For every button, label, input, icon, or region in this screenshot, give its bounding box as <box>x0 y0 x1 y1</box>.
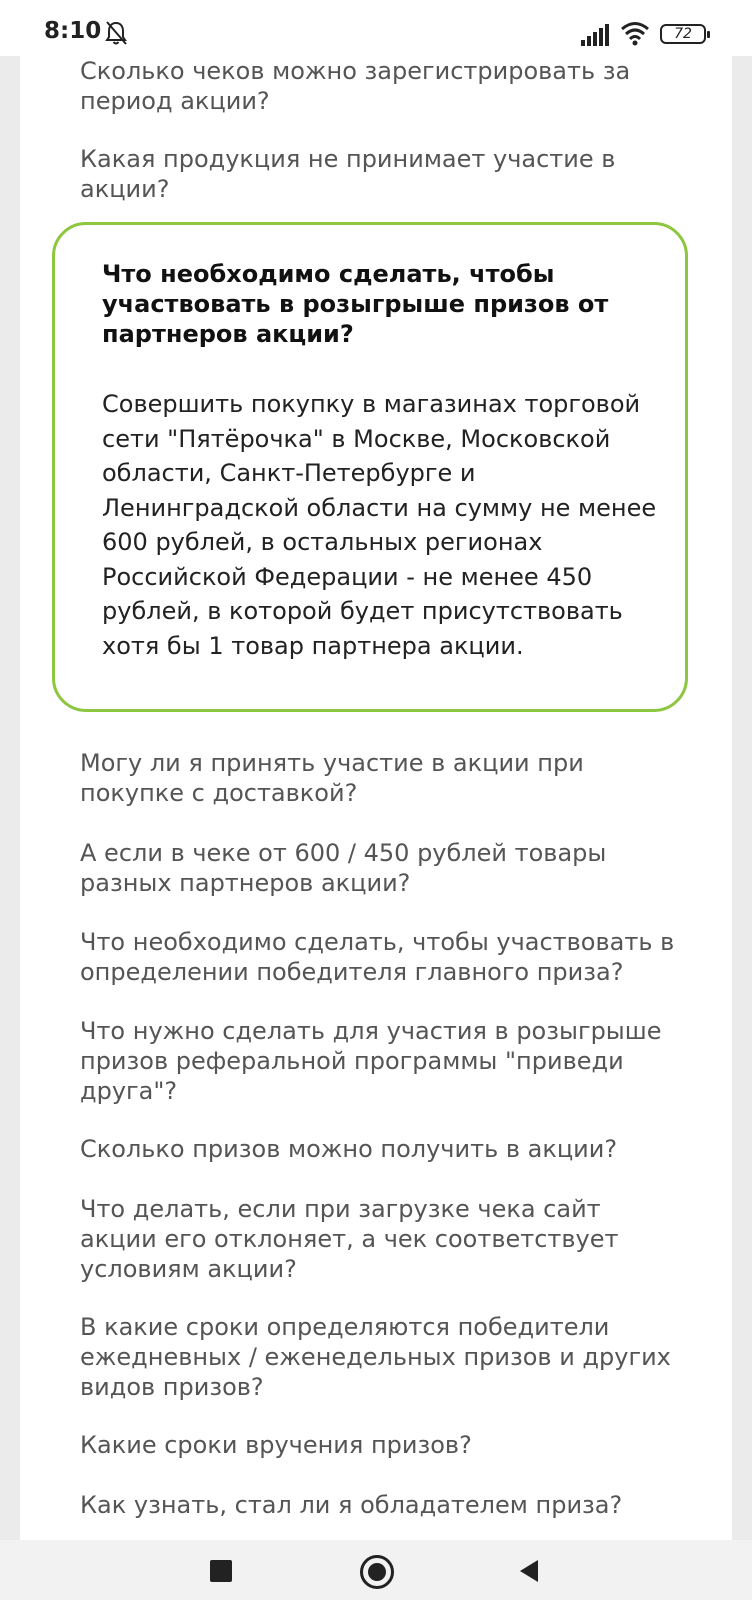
home-circle-icon[interactable] <box>360 1555 394 1589</box>
back-triangle-icon[interactable] <box>516 1558 542 1584</box>
bell-off-icon <box>104 20 128 46</box>
wifi-icon <box>620 20 650 46</box>
faq-question[interactable]: Что делать, если при загрузке чека сайт акции его отклоняет, а чек соответствует условиям акции? <box>80 1195 619 1283</box>
status-bar <box>0 0 752 56</box>
faq-question[interactable]: Какие сроки вручения призов? <box>80 1431 472 1459</box>
faq-question[interactable]: Какая продукция не принимает участие в акции? <box>80 145 616 203</box>
faq-question[interactable]: А если в чеке от 600 / 450 рублей товары разных партнеров акции? <box>80 839 607 897</box>
faq-question[interactable]: Сколько чеков можно зарегистрировать за период акции? <box>80 57 631 115</box>
signal-icon <box>580 24 610 46</box>
faq-open-answer: Совершить покупку в магазинах торговой сети "Пятёрочка" в Москве, Московской области, Санкт-Петербурге и Ленинградской области на сумму не менее 600 рублей, в остальных регионах Российской Федерации - не менее 450 рублей, в которой будет присутствовать хотя бы 1 товар партнера акции. <box>102 390 657 660</box>
recents-square-icon[interactable] <box>210 1560 232 1582</box>
status-time: 8:10 <box>44 18 102 44</box>
faq-open-question[interactable]: Что необходимо сделать, чтобы участвовать в розыгрыше призов от партнеров акции? <box>102 260 609 348</box>
faq-question[interactable]: Как узнать, стал ли я обладателем приза? <box>80 1491 623 1519</box>
faq-question[interactable]: Могу ли я принять участие в акции при покупке с доставкой? <box>80 749 584 807</box>
faq-question[interactable]: Сколько призов можно получить в акции? <box>80 1135 618 1163</box>
faq-question[interactable]: Что нужно сделать для участия в розыгрыше призов реферальной программы "приведи друга"? <box>80 1017 662 1105</box>
faq-question[interactable]: В какие сроки определяются победители ежедневных / еженедельных призов и других видов призов? <box>80 1313 671 1401</box>
battery-icon: 72 <box>660 24 706 44</box>
faq-page <box>20 56 732 1540</box>
faq-open-item[interactable] <box>52 222 688 712</box>
faq-question[interactable]: Что необходимо сделать, чтобы участвовать в определении победителя главного приза? <box>80 928 675 986</box>
system-nav-bar <box>0 1540 752 1600</box>
